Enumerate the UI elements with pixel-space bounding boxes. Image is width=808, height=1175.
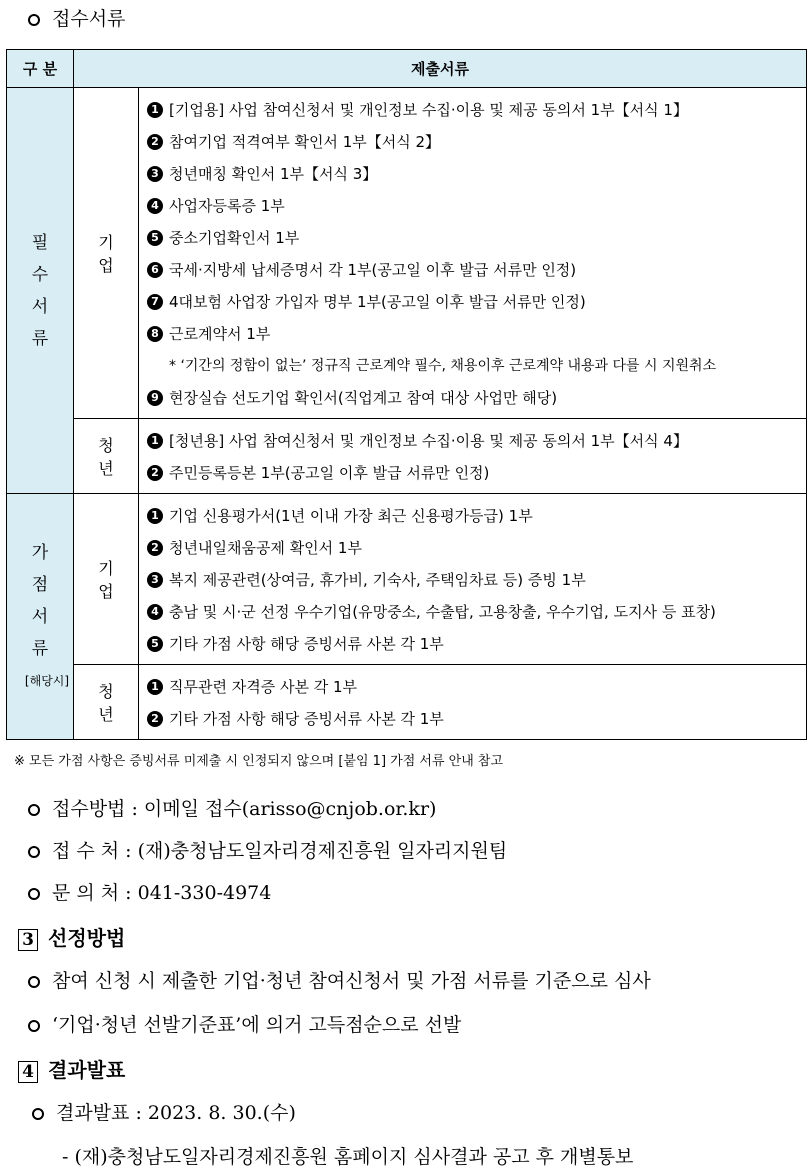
section4-sub-item: - (재)충청남도일자리경제진흥원 홈페이지 심사결과 공고 후 개별통보 xyxy=(62,1146,634,1168)
bonus-category: 가 점 서 류 [해당시] xyxy=(7,494,74,740)
circle-bullet-icon xyxy=(32,1108,44,1120)
list-item: 1 직무관련 자격증 사본 각 1부 xyxy=(147,671,806,703)
list-item: 1 [청년용] 사업 참여신청서 및 개인정보 수집·이용 및 제공 동의서 1부【서식 4】 xyxy=(147,425,806,457)
section-number-box: 3 xyxy=(18,929,38,951)
bonus-company-label: 기 업 xyxy=(74,494,139,665)
section-number-box: 4 xyxy=(18,1061,38,1083)
bonus-youth-items xyxy=(139,665,807,740)
list-item: 4 사업자등록증 1부 xyxy=(147,190,806,222)
submission-place: 접 수 처 : (재)충청남도일자리경제진흥원 일자리지원팀 xyxy=(28,836,507,863)
circle-bullet-icon xyxy=(28,804,40,816)
list-item: 5 중소기업확인서 1부 xyxy=(147,222,806,254)
required-youth-row xyxy=(7,419,807,494)
bonus-company-items xyxy=(139,494,807,665)
list-item: 7 4대보험 사업장 가입자 명부 1부(공고일 이후 발급 서류만 인정) xyxy=(147,286,806,318)
top-heading: 접수서류 xyxy=(28,4,125,31)
documents-table xyxy=(6,49,807,740)
list-item: 3 복지 제공관련(상여금, 휴가비, 기숙사, 주택임차료 등) 증빙 1부 xyxy=(147,564,806,596)
required-company-items xyxy=(139,88,807,419)
list-item: 8 근로계약서 1부 xyxy=(147,318,806,350)
list-item: 4 충남 및 시·군 선정 우수기업(유망중소, 수출탑, 고용창출, 우수기업, 도지사 등 표창) xyxy=(147,596,806,628)
list-item: 2 주민등록등본 1부(공고일 이후 발급 서류만 인정) xyxy=(147,457,806,489)
bonus-youth-row xyxy=(7,665,807,740)
list-item: 1 기업 신용평가서(1년 이내 가장 최근 신용평가등급) 1부 xyxy=(147,500,806,532)
list-item: 2 기타 가점 사항 해당 증빙서류 사본 각 1부 xyxy=(147,703,806,735)
submission-method: 접수방법 : 이메일 접수(arisso@cnjob.or.kr) xyxy=(28,794,436,821)
list-item: 9 현장실습 선도기업 확인서(직업계고 참여 대상 사업만 해당) xyxy=(147,382,806,414)
list-item: 3 청년매칭 확인서 1부【서식 3】 xyxy=(147,158,806,190)
contract-note: * ‘기간의 정함이 없는’ 정규직 근로계약 필수, 채용이후 근로계약 내용과 다를 시 지원취소 xyxy=(169,358,717,374)
required-company-label: 기 업 xyxy=(74,88,139,419)
list-item: 6 국세·지방세 납세증명서 각 1부(공고일 이후 발급 서류만 인정) xyxy=(147,254,806,286)
required-youth-label: 청 년 xyxy=(74,419,139,494)
header-docs: 제출서류 xyxy=(74,50,807,88)
circle-bullet-icon xyxy=(28,1020,40,1032)
section4-item: 결과발표 : 2023. 8. 30.(수) xyxy=(32,1098,296,1125)
circle-bullet-icon xyxy=(28,976,40,988)
list-item: 2 청년내일채움공제 확인서 1부 xyxy=(147,532,806,564)
section4-heading: 4 결과발표 xyxy=(18,1054,125,1083)
list-item: 5 기타 가점 사항 해당 증빙서류 사본 각 1부 xyxy=(147,628,806,660)
bonus-company-row xyxy=(7,494,807,665)
required-youth-items xyxy=(139,419,807,494)
list-item: 1 [기업용] 사업 참여신청서 및 개인정보 수집·이용 및 제공 동의서 1부【서식 1】 xyxy=(147,94,806,126)
submission-contact: 문 의 처 : 041-330-4974 xyxy=(28,878,271,905)
circle-bullet-icon xyxy=(28,888,40,900)
header-category: 구 분 xyxy=(7,50,74,88)
bonus-youth-label: 청 년 xyxy=(74,665,139,740)
required-company-row xyxy=(7,88,807,419)
section3-heading: 3 선정방법 xyxy=(18,922,125,951)
list-item: 2 참여기업 적격여부 확인서 1부【서식 2】 xyxy=(147,126,806,158)
circle-bullet-icon xyxy=(28,14,40,26)
footnote: ※ 모든 가점 사항은 증빙서류 미제출 시 인정되지 않으며 [붙임 1] 가점 서류 안내 참고 xyxy=(14,754,504,769)
circle-bullet-icon xyxy=(28,846,40,858)
section3-item: ‘기업·청년 선발기준표’에 의거 고득점순으로 선발 xyxy=(28,1010,461,1037)
required-category: 필 수 서 류 xyxy=(7,88,74,494)
section3-item: 참여 신청 시 제출한 기업·청년 참여신청서 및 가점 서류를 기준으로 심사 xyxy=(28,966,651,993)
table-header-row xyxy=(7,50,807,88)
